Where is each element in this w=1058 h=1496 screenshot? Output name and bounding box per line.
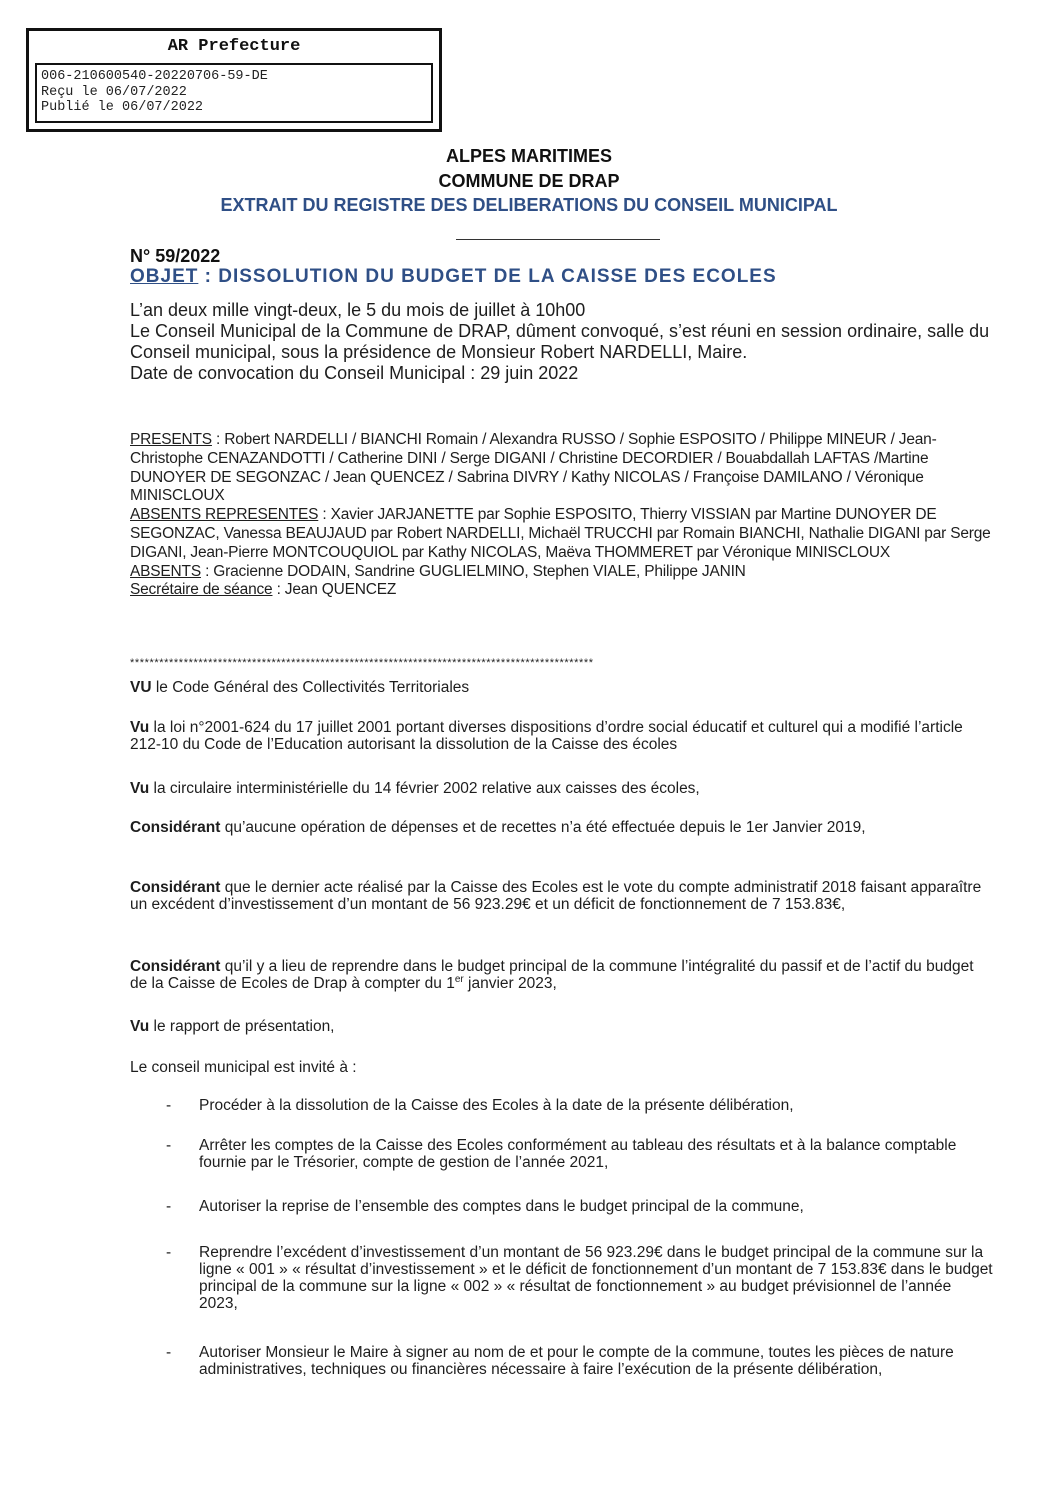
convocation-date: Date de convocation du Conseil Municipal : 29 juin 2022 — [130, 363, 579, 383]
consideration-text: la loi n°2001-624 du 17 juillet 2001 portant diverses dispositions d’ordre social éducatif et culturel qui a modifié l’article 212-10 du Code de l’Education autorisant la dissolution de la Caisse des écoles — [130, 719, 963, 753]
action-text: Procéder à la dissolution de la Caisse des Ecoles à la date de la présente délibération, — [199, 1097, 794, 1114]
consideration-text: qu’il y a lieu de reprendre dans le budget principal de la commune l’intégralité du passif et de l’actif du budget de la Caisse de Ecoles de Drap à compter du 1 — [130, 958, 974, 992]
consideration-text: le Code Général des Collectivités Territoriales — [151, 679, 470, 696]
stamp-published: Publié le 06/07/2022 — [41, 100, 204, 115]
consideration-3 — [130, 780, 992, 797]
list-dash: - — [166, 1198, 172, 1215]
consideration-4 — [130, 819, 992, 836]
consideration-lead: VU — [130, 679, 152, 696]
action-text: Arrêter les comptes de la Caisse des Ecoles conformément au tableau des résultats et à la balance comptable fournie par le Trésorier, compte de gestion de l’année 2021, — [199, 1137, 957, 1171]
consideration-tail: janvier 2023, — [463, 975, 557, 992]
consideration-7 — [130, 1018, 992, 1035]
list-dash: - — [166, 1344, 172, 1361]
secretary-label: Secrétaire de séance — [130, 581, 273, 599]
list-dash: - — [166, 1097, 172, 1114]
consideration-text: qu’aucune opération de dépenses et de recettes n’a été effectuée depuis le 1er Janvier 2019, — [220, 819, 866, 836]
consideration-lead: Considérant — [130, 879, 221, 896]
presents-label: PRESENTS — [130, 431, 212, 448]
ar-prefecture-stamp — [26, 28, 442, 132]
consideration-lead: Considérant — [130, 958, 221, 975]
secretary-name: : Jean QUENCEZ — [272, 581, 397, 599]
attendance-block — [130, 431, 992, 600]
consideration-1 — [130, 679, 992, 696]
absents-label: ABSENTS — [130, 562, 201, 580]
stamp-details — [35, 63, 433, 123]
deliberation-number: N° 59/2022 — [130, 246, 221, 266]
consideration-6 — [130, 958, 992, 992]
consideration-text: la circulaire interministérielle du 14 février 2002 relative aux caisses des écoles, — [149, 780, 700, 797]
consideration-2 — [130, 719, 992, 753]
ordinal-suffix: er — [454, 973, 464, 985]
consideration-lead: Considérant — [130, 819, 221, 836]
action-text: Reprendre l’excédent d’investissement d’un montant de 56 923.29€ dans le budget principal de la commune sur la ligne « 001 » « résultat d’investissement » et le déficit de fonctionnement d’un montant de 7 153.83€ dans le budget principal de la commune sur la ligne « 002 » « résultat de fonctionnement » au budget prévisionnel de l’année 2023, — [199, 1244, 993, 1312]
session-council: Le Conseil Municipal de la Commune de DRAP, dûment convoqué, s’est réuni en session ordinaire, salle du Conseil municipal, sous la présidence de Monsieur Robert NARDELLI, Maire. — [130, 321, 990, 362]
session-date: L’an deux mille vingt-deux, le 5 du mois de juillet à 10h00 — [130, 300, 586, 320]
action-text: Autoriser la reprise de l’ensemble des comptes dans le budget principal de la commune, — [199, 1198, 804, 1215]
consideration-5 — [130, 879, 992, 913]
invitation-line: Le conseil municipal est invité à : — [130, 1059, 357, 1076]
header-divider — [456, 239, 660, 240]
department-heading: ALPES MARITIMES — [445, 146, 612, 166]
represented-paragraph — [130, 506, 992, 562]
deliberation-subject — [130, 266, 777, 288]
action-text: Autoriser Monsieur le Maire à signer au nom de et pour le compte de la commune, toutes les pièces de nature administratives, techniques ou financières nécessaire à faire l’exécution de la présente délibération, — [199, 1344, 954, 1378]
register-heading: EXTRAIT DU REGISTRE DES DELIBERATIONS DU CONSEIL MUNICIPAL — [220, 195, 838, 215]
secretary-paragraph — [130, 581, 992, 600]
list-dash: - — [166, 1137, 172, 1154]
presents-paragraph — [130, 431, 992, 506]
list-dash: - — [166, 1244, 172, 1261]
absents-list: : Gracienne DODAIN, Sandrine GUGLIELMINO, Stephen VIALE, Philippe JANIN — [200, 562, 746, 580]
presents-list: : Robert NARDELLI / BIANCHI Romain / Alexandra RUSSO / Sophie ESPOSITO / Philippe MINEUR / Jean-Christophe CENAZANDOTTI / Catherine DINI / Serge DIGANI / Christine DECORDIER / Bouabdallah LAFTAS /Martine DUNOYER DE SEGONZAC / Jean QUENCEZ / Sabrina DIVRY / Kathy NICOLAS / Françoise DAMILANO / Véronique MINISCLOUX — [130, 431, 937, 505]
absents-paragraph — [130, 563, 992, 582]
stamp-received: Reçu le 06/07/2022 — [41, 84, 187, 100]
consideration-text: le rapport de présentation, — [149, 1018, 335, 1035]
consideration-lead: Vu — [130, 780, 150, 797]
stamp-reference: 006-210600540-20220706-59-DE — [41, 69, 268, 84]
represented-label: ABSENTS REPRESENTES — [130, 506, 319, 524]
star-separator: *********************************************************************************************** — [130, 657, 594, 669]
consideration-lead: Vu — [130, 1018, 150, 1035]
subject-text: : DISSOLUTION DU BUDGET DE LA CAISSE DES ECOLES — [198, 266, 777, 287]
represented-list: : Xavier JARJANETTE par Sophie ESPOSITO, Thierry VISSIAN par Martine DUNOYER DE SEGONZAC, Vanessa BEAUJAUD par Robert NARDELLI, Michaël TRUCCHI par Romain BIANCHI, Nathalie DIGANI par Serge DIGANI, Jean-Pierre MONTCOUQUIOL par Kathy NICOLAS, Maëva THOMMERET par Véronique MINISCLOUX — [130, 506, 991, 561]
subject-label: OBJET — [130, 266, 199, 287]
session-intro — [130, 300, 992, 384]
consideration-text: que le dernier acte réalisé par la Caisse des Ecoles est le vote du compte administratif 2018 faisant apparaître un excédent d’investissement d’un montant de 56 923.29€ et un déficit de fonctionnement de 7 153.83€, — [130, 879, 982, 913]
consideration-lead: Vu — [130, 719, 150, 736]
commune-heading: COMMUNE DE DRAP — [438, 171, 620, 191]
stamp-title: AR Prefecture — [167, 37, 301, 56]
